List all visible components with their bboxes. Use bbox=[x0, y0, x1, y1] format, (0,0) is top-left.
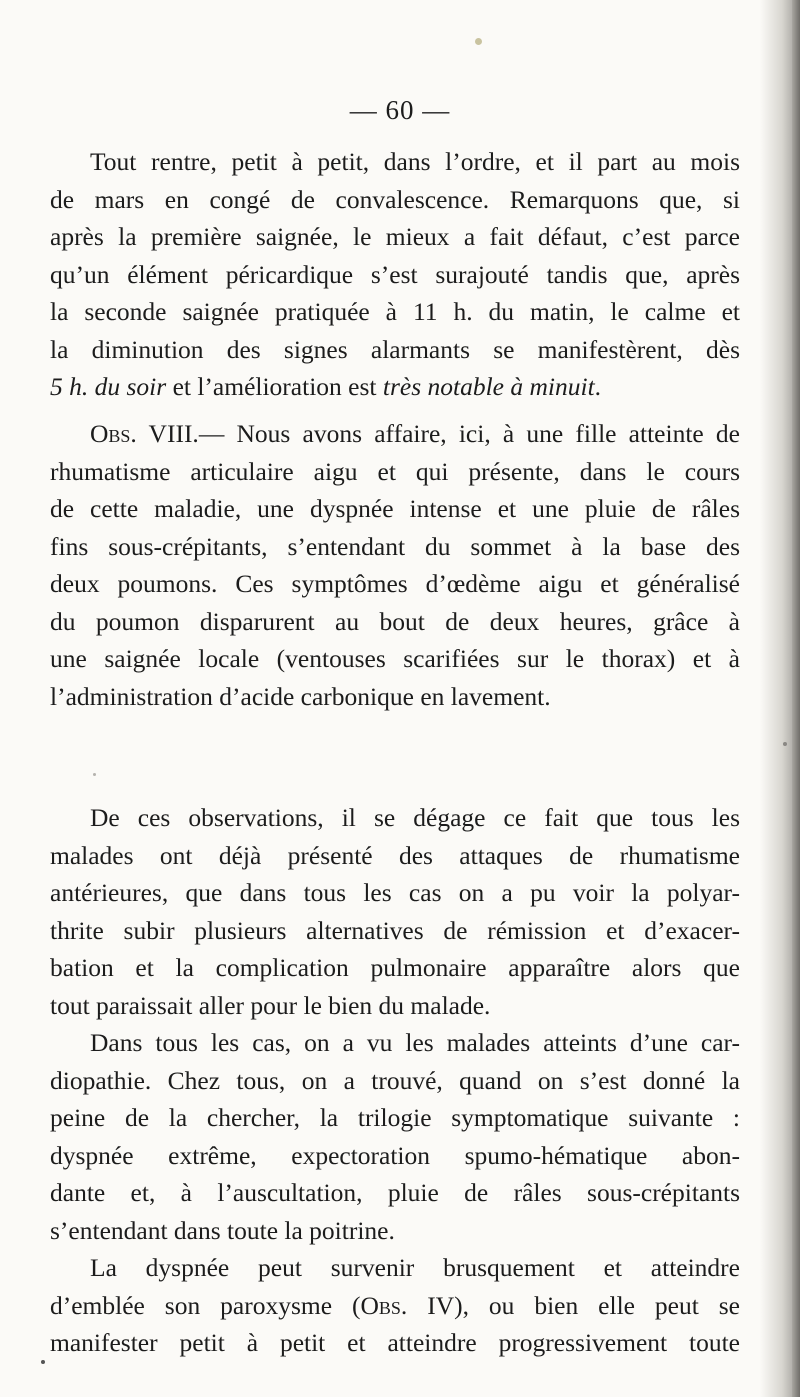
scan-speck bbox=[783, 742, 787, 746]
text-line: la diminution des signes alarmants se manifestèrent, dès bbox=[50, 334, 740, 364]
paragraph-1 bbox=[50, 143, 740, 406]
text-line: Tout rentre, petit à petit, dans l’ordre, et il part au mois bbox=[90, 147, 740, 176]
page-number: — 60 — bbox=[349, 95, 451, 125]
text-line: s’entendant dans toute la poitrine. bbox=[50, 1215, 395, 1245]
text-segment: d’emblée son paroxysme ( bbox=[50, 1290, 361, 1320]
paragraph-3 bbox=[50, 799, 740, 1024]
text-line: De ces observations, il se dégage ce fait que tous les bbox=[90, 803, 740, 832]
text-line: rhumatisme articulaire aigu et qui présente, dans le cours bbox=[50, 456, 740, 486]
text-line: du poumon disparurent au bout de deux heures, grâce à bbox=[50, 606, 740, 636]
text-line: malades ont déjà présenté des attaques de rhumatisme bbox=[50, 840, 740, 870]
scan-speck bbox=[41, 1360, 45, 1364]
italic-emphasis: très notable à minuit bbox=[382, 372, 595, 401]
text-line: après la première saignée, le mieux a fait défaut, c’est parce bbox=[50, 222, 740, 251]
text-line bbox=[50, 1287, 740, 1325]
observation-label: Obs. VIII. bbox=[90, 419, 199, 448]
text-segment: et l’amélioration est bbox=[166, 372, 383, 401]
text-line: thrite subir plusieurs alternatives de rémission et d’exacer- bbox=[50, 915, 740, 945]
text-line: dyspnée extrême, expectoration spumo-hématique abon- bbox=[50, 1140, 740, 1170]
text-line: de cette maladie, une dyspnée intense et une pluie de râles bbox=[50, 494, 740, 523]
text-line: Dans tous les cas, on a vu les malades atteints d’une car- bbox=[90, 1028, 740, 1057]
paragraph-obs-viii bbox=[50, 415, 740, 715]
text-line: peine de la chercher, la trilogie symptomatique suivante : bbox=[50, 1103, 740, 1132]
text-line: de mars en congé de convalescence. Remarquons que, si bbox=[50, 184, 740, 214]
observation-label: Obs. bbox=[360, 1290, 408, 1320]
text-line: manifester petit à petit et atteindre progressivement toute bbox=[50, 1328, 740, 1357]
text-line: qu’un élément péricardique s’est surajouté tandis que, après bbox=[50, 259, 740, 289]
text-line: fins sous-crépitants, s’entendant du sommet à la base des bbox=[50, 531, 740, 561]
text-line: antérieures, que dans tous les cas on a pu voir la polyar- bbox=[50, 878, 740, 907]
text-line: La dyspnée peut survenir brusquement et atteindre bbox=[90, 1253, 740, 1282]
paragraph-5 bbox=[50, 1249, 740, 1362]
text-line: diopathie. Chez tous, on a trouvé, quand on s’est donné la bbox=[50, 1065, 740, 1095]
text-line: une saignée locale (ventouses scarifiées sur le thorax) et à bbox=[50, 644, 740, 673]
scan-speck bbox=[93, 773, 96, 776]
text-line: bation et la complication pulmonaire apparaître alors que bbox=[50, 953, 740, 982]
text-line: l’administration d’acide carbonique en lavement. bbox=[50, 681, 551, 711]
text-line: tout paraissait aller pour le bien du malade. bbox=[50, 990, 491, 1020]
text-line: dante et, à l’auscultation, pluie de râles sous-crépitants bbox=[50, 1178, 740, 1207]
paragraph-4 bbox=[50, 1024, 740, 1249]
text-line bbox=[50, 368, 740, 406]
text-line: la seconde saignée pratiquée à 11 h. du matin, le calme et bbox=[50, 297, 740, 326]
scan-speck bbox=[475, 38, 482, 45]
text-line bbox=[50, 415, 740, 453]
text-line: deux poumons. Ces symptômes d’œdème aigu et généralisé bbox=[50, 569, 740, 598]
text-segment: . bbox=[594, 372, 602, 401]
italic-time: 5 h. du soir bbox=[50, 372, 167, 401]
text-segment: — Nous avons affaire, ici, à une fille atteinte de bbox=[198, 419, 740, 448]
text-segment: IV), ou bien elle peut se bbox=[407, 1290, 740, 1320]
page-edge-border bbox=[792, 0, 800, 1397]
